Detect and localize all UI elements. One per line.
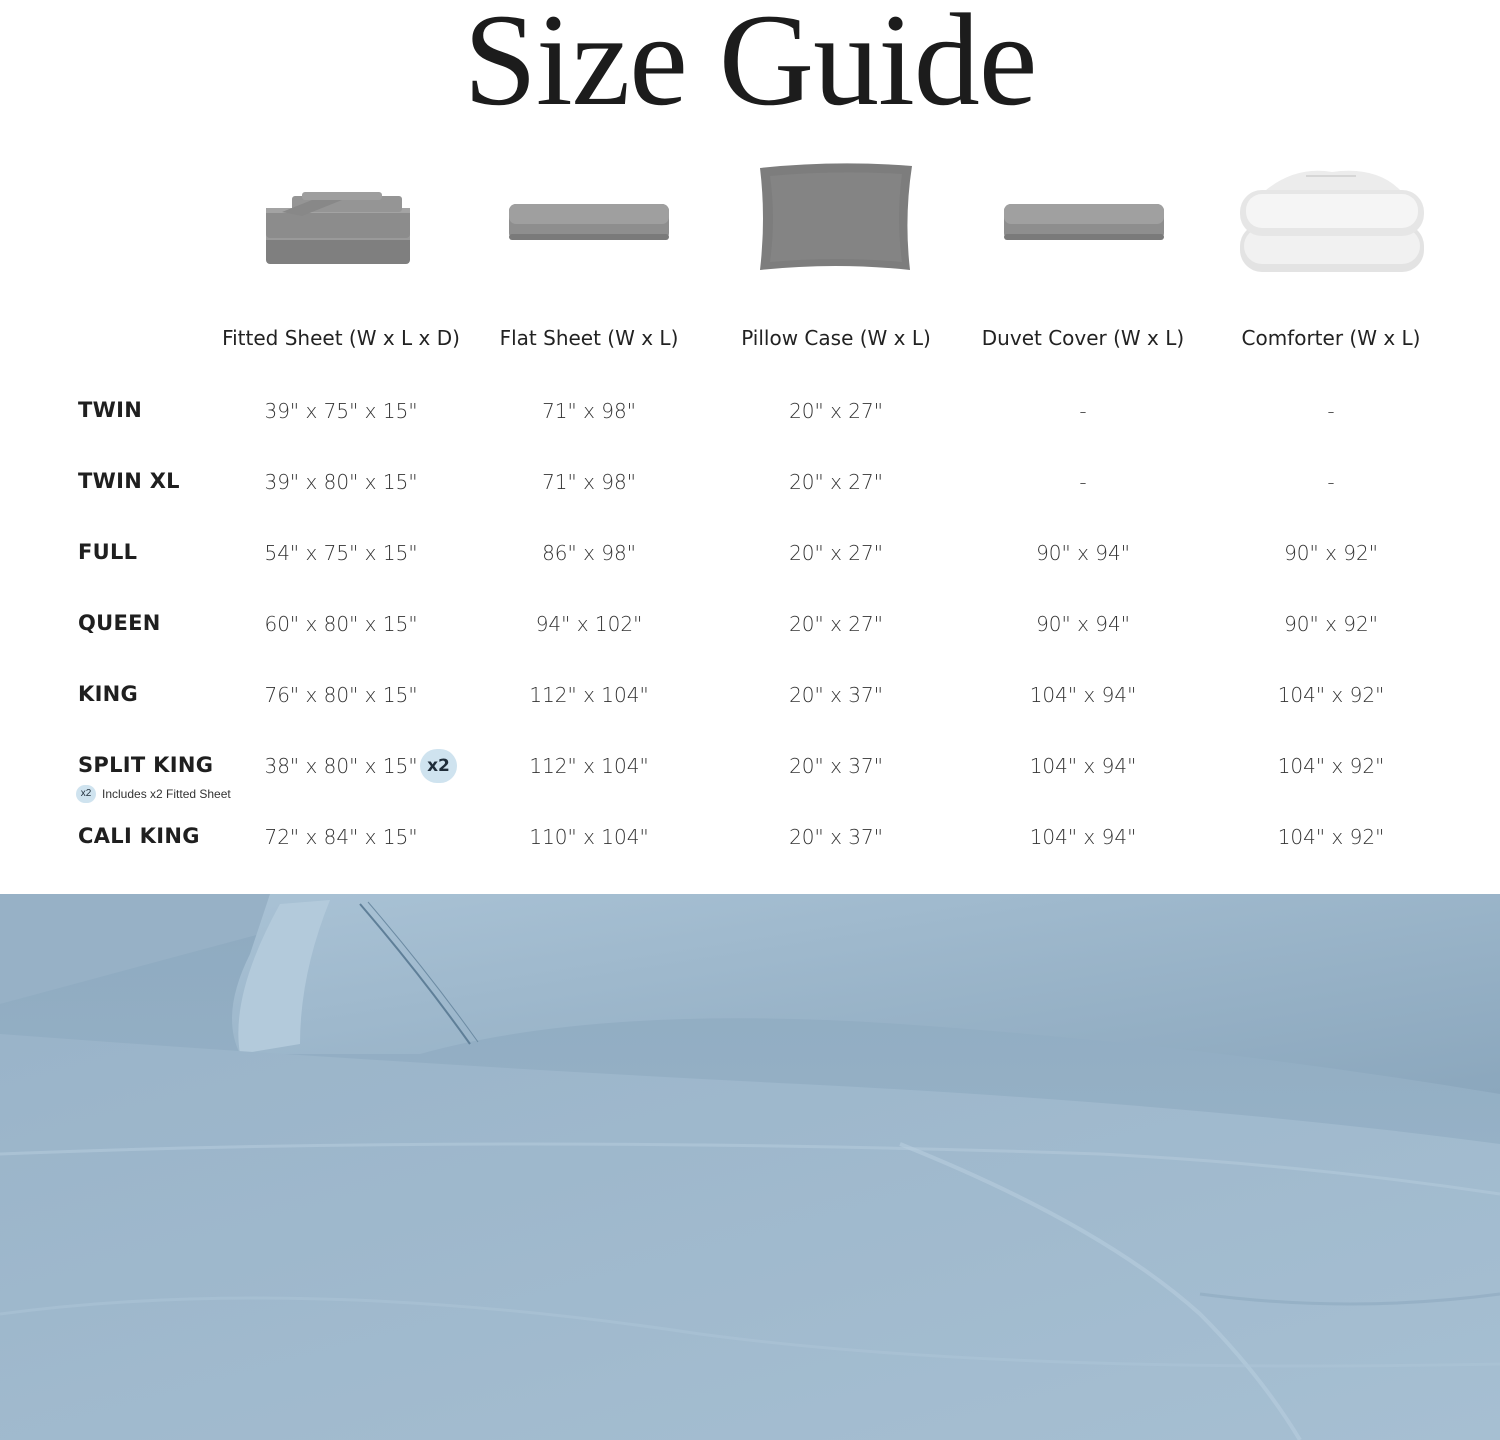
table-cell: 71" x 98" bbox=[542, 470, 636, 494]
table-cell: 20" x 27" bbox=[789, 612, 883, 636]
table-cell: - bbox=[1327, 470, 1335, 494]
table-cell: 20" x 27" bbox=[789, 541, 883, 565]
table-cell: 76" x 80" x 15" bbox=[264, 683, 418, 707]
table-cell: 110" x 104" bbox=[529, 825, 649, 849]
table-cell: 20" x 37" bbox=[789, 825, 883, 849]
duvet-cover-icon bbox=[1002, 200, 1166, 244]
row-label-twin: TWIN bbox=[78, 398, 143, 422]
bedding-photo bbox=[0, 894, 1500, 1440]
table-cell: - bbox=[1079, 399, 1087, 423]
column-header-pillow-case: Pillow Case (W x L) bbox=[741, 326, 931, 350]
table-cell: 112" x 104" bbox=[529, 754, 649, 778]
table-cell: 104" x 92" bbox=[1277, 754, 1385, 778]
table-cell: 104" x 94" bbox=[1029, 683, 1137, 707]
table-cell: 60" x 80" x 15" bbox=[264, 612, 418, 636]
column-header-fitted-sheet: Fitted Sheet (W x L x D) bbox=[222, 326, 460, 350]
comforter-icon bbox=[1236, 164, 1428, 276]
x2-badge: x2 bbox=[420, 749, 457, 783]
fitted-sheet-icon bbox=[262, 190, 414, 270]
table-cell: 90" x 94" bbox=[1036, 541, 1130, 565]
row-label-queen: QUEEN bbox=[78, 611, 161, 635]
flat-sheet-icon bbox=[507, 200, 671, 244]
column-header-flat-sheet: Flat Sheet (W x L) bbox=[499, 326, 679, 350]
table-cell: 20" x 37" bbox=[789, 683, 883, 707]
table-cell: 20" x 27" bbox=[789, 399, 883, 423]
table-cell: 54" x 75" x 15" bbox=[264, 541, 418, 565]
table-cell: 90" x 94" bbox=[1036, 612, 1130, 636]
note-badge: x2 bbox=[76, 785, 96, 803]
page-title: Size Guide bbox=[463, 0, 1037, 133]
table-cell: 39" x 80" x 15" bbox=[264, 470, 418, 494]
table-cell: 104" x 94" bbox=[1029, 754, 1137, 778]
pillow-case-icon bbox=[756, 162, 916, 274]
table-cell: 86" x 98" bbox=[542, 541, 636, 565]
row-label-full: FULL bbox=[78, 540, 138, 564]
table-cell: 39" x 75" x 15" bbox=[264, 399, 418, 423]
table-cell: - bbox=[1327, 399, 1335, 423]
table-cell: 71" x 98" bbox=[542, 399, 636, 423]
table-cell: 20" x 27" bbox=[789, 470, 883, 494]
note-text: Includes x2 Fitted Sheet bbox=[102, 787, 231, 801]
table-cell: 90" x 92" bbox=[1284, 612, 1378, 636]
table-cell: - bbox=[1079, 470, 1087, 494]
split-king-note bbox=[76, 785, 231, 803]
table-cell: 90" x 92" bbox=[1284, 541, 1378, 565]
column-header-comforter: Comforter (W x L) bbox=[1241, 326, 1421, 350]
table-cell: 104" x 94" bbox=[1029, 825, 1137, 849]
row-label-split-king: SPLIT KING bbox=[78, 753, 214, 777]
table-cell: 112" x 104" bbox=[529, 683, 649, 707]
table-cell: 72" x 84" x 15" bbox=[264, 825, 418, 849]
row-label-twin-xl: TWIN XL bbox=[78, 469, 180, 493]
table-cell: 38" x 80" x 15" bbox=[264, 754, 418, 778]
table-cell: 104" x 92" bbox=[1277, 825, 1385, 849]
row-label-king: KING bbox=[78, 682, 139, 706]
column-header-duvet-cover: Duvet Cover (W x L) bbox=[981, 326, 1185, 350]
table-cell: 20" x 37" bbox=[789, 754, 883, 778]
row-label-cali-king: CALI KING bbox=[78, 824, 200, 848]
table-cell: 94" x 102" bbox=[535, 612, 643, 636]
table-cell: 104" x 92" bbox=[1277, 683, 1385, 707]
